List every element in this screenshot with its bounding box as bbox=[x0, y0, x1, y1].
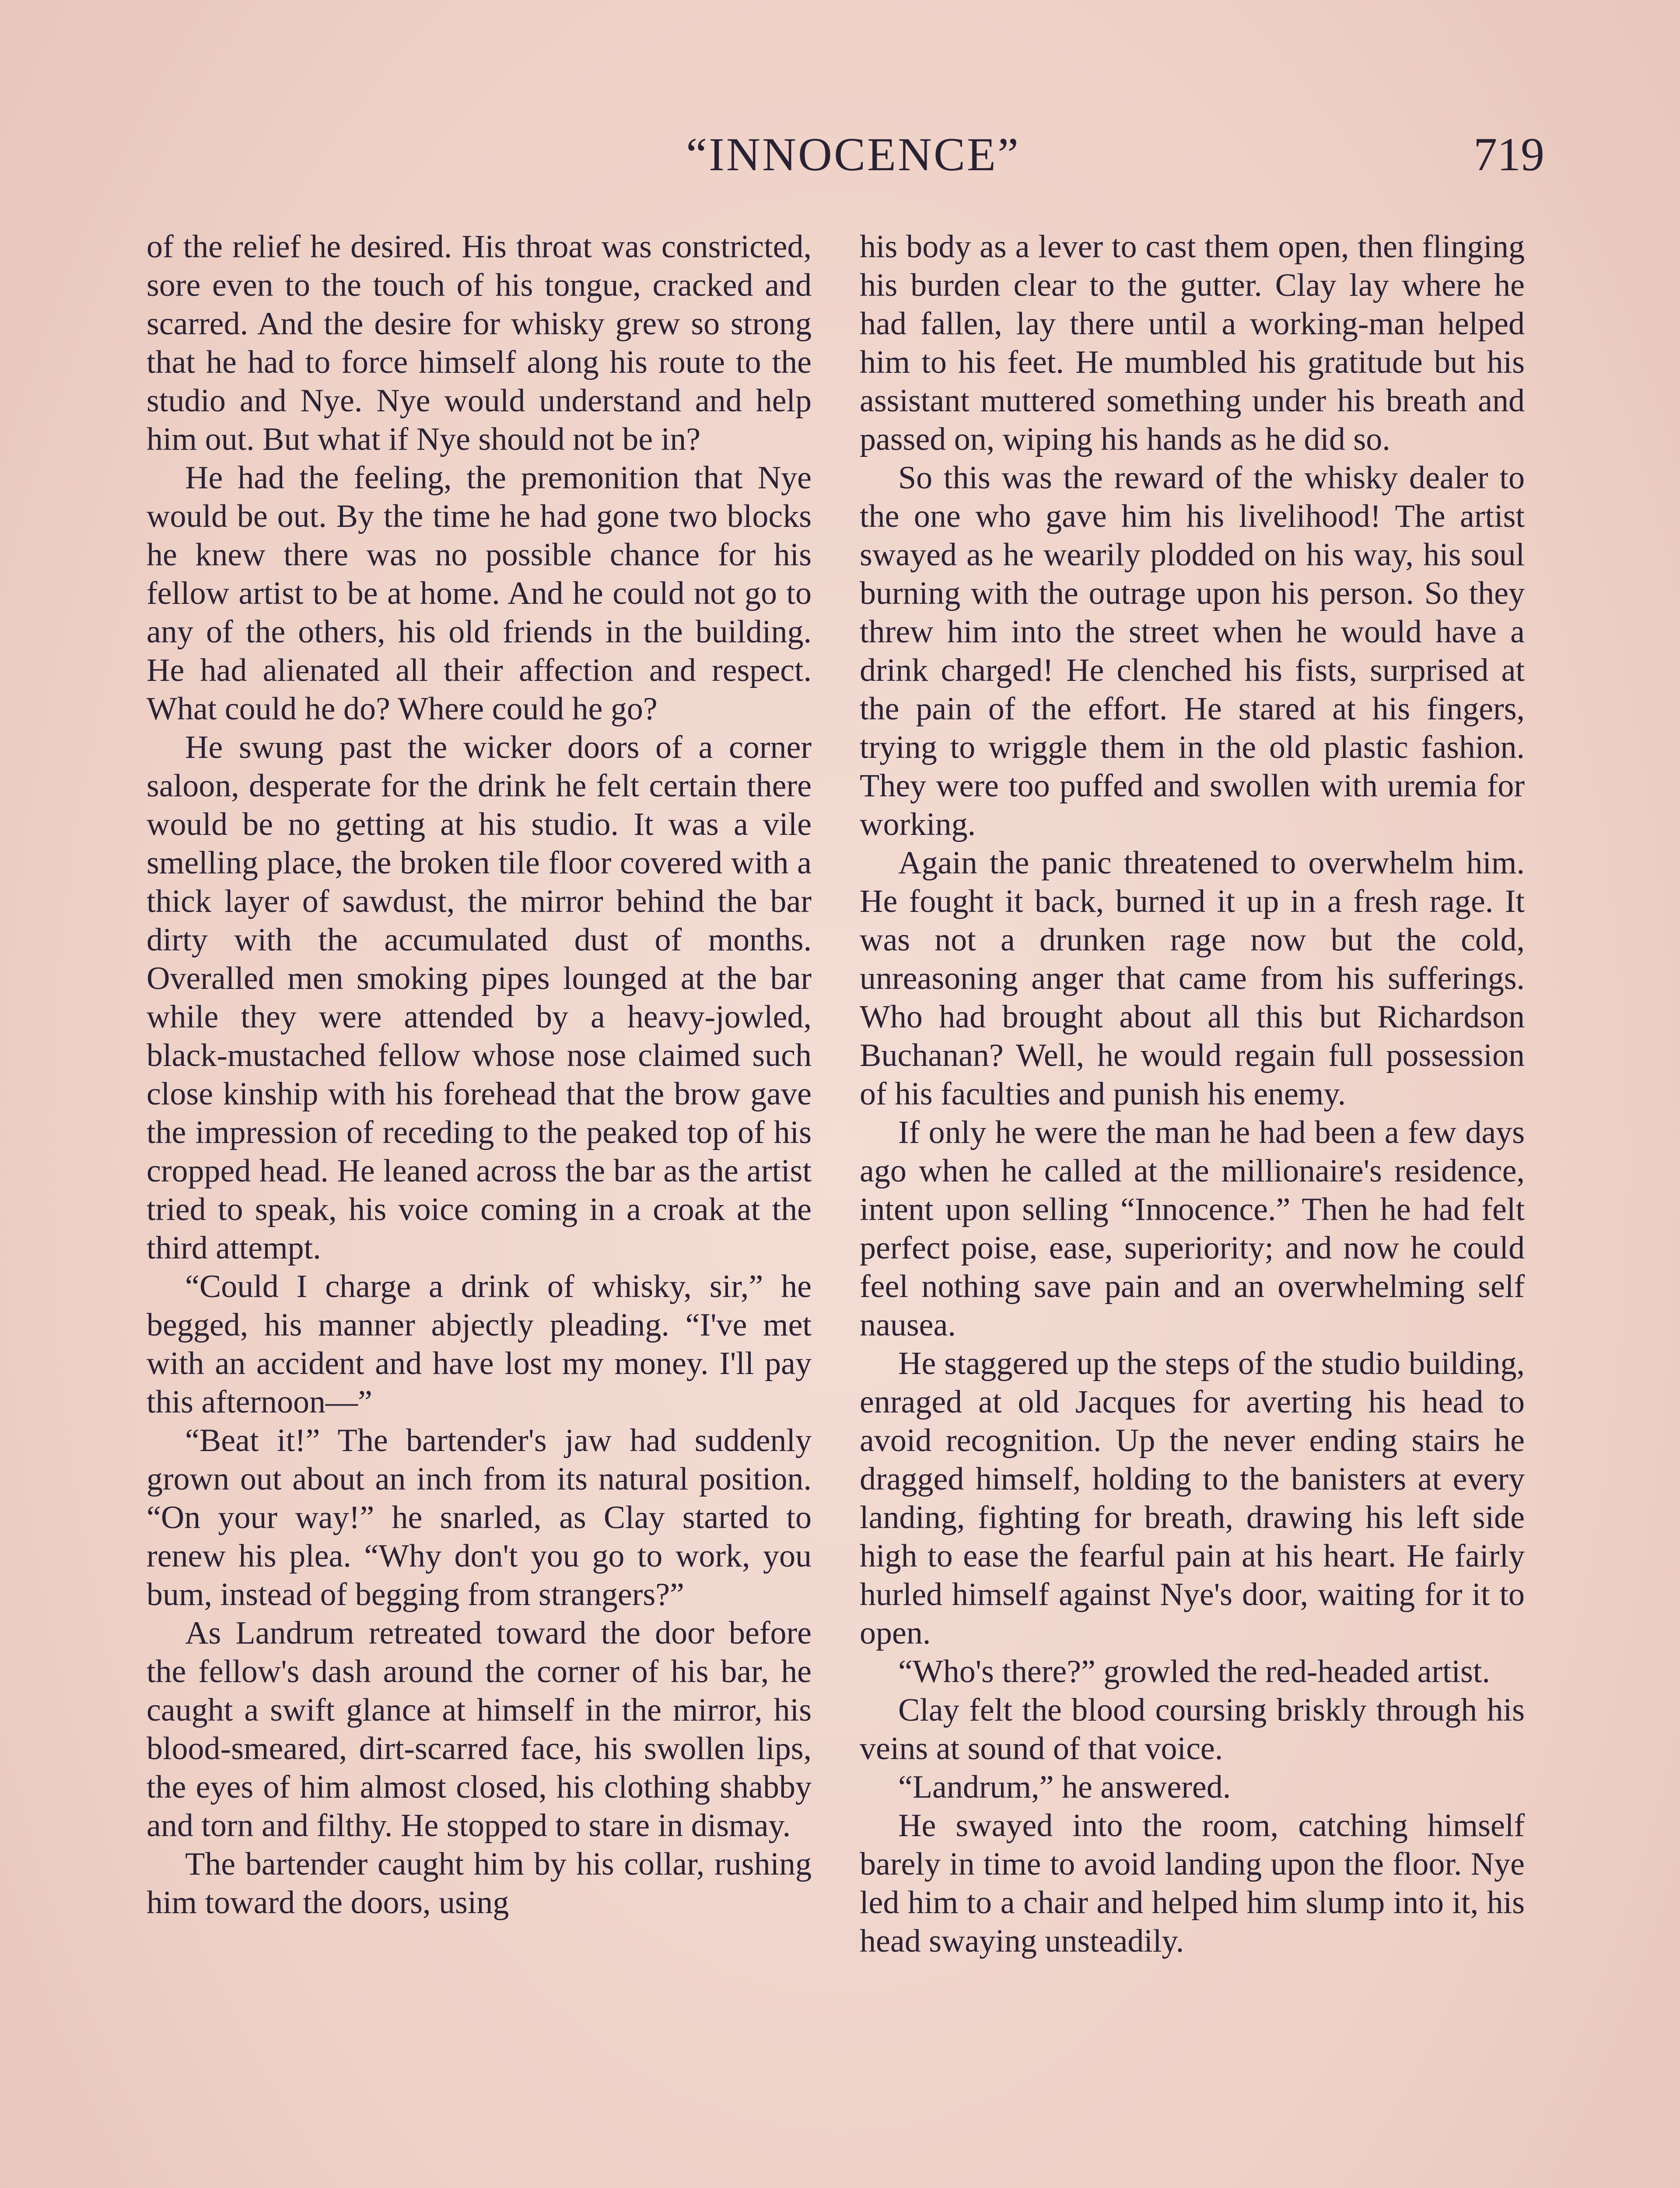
paragraph: “Beat it!” The bartender's jaw had suddenly grown out about an inch from its natural position. “On your way!” he snarled, as Clay started to renew his plea. “Why don't you go to work, you bum, instead of begging from strangers?” bbox=[147, 1423, 812, 1613]
paragraph: his body as a lever to cast them open, then flinging his burden clear to the gutter. Clay lay where he had fallen, lay there until a working-man helped him to his feet. He mumbled his gratitude but his assistant muttered something under his breath and passed on, wiping his hands as he did so. bbox=[860, 229, 1525, 457]
paragraph: “Landrum,” he answered. bbox=[898, 1769, 1231, 1805]
paragraph: He staggered up the steps of the studio building, enraged at old Jacques for averting his head to avoid recognition. Up the never ending stairs he dragged himself, holding to the banisters at every landing, fighting for breath, drawing his left side high to ease the fearful pain at his heart. He fairly hurled himself against Nye's door, waiting for it to open. bbox=[860, 1346, 1525, 1651]
paragraph: “Who's there?” growled the red-headed artist. bbox=[898, 1654, 1490, 1690]
page-number: 719 bbox=[1474, 129, 1544, 181]
paragraph: He swayed into the room, catching himself barely in time to avoid landing upon the floor. Nye led him to a chair and helped him slump into it, his head swaying unsteadily. bbox=[860, 1808, 1525, 1959]
paragraph: As Landrum retreated toward the door before the fellow's dash around the corner of his bar, he caught a swift glance at himself in the mirror, his blood-smeared, dirt-scarred face, his swollen lips, the eyes of him almost closed, his clothing shabby and torn and filthy. He stopped to stare in dismay. bbox=[147, 1615, 812, 1844]
paragraph: Clay felt the blood coursing briskly through his veins at sound of that voice. bbox=[860, 1692, 1525, 1767]
paragraph: of the relief he desired. His throat was constricted, sore even to the touch of his tongue, cracked and scarred. And the desire for whisky grew so strong that he had to force himself along his route to the studio and Nye. Nye would understand and help him out. But what if Nye should not be in? bbox=[147, 229, 812, 457]
paragraph: He had the feeling, the premonition that Nye would be out. By the time he had gone two blocks he knew there was no possible chance for his fellow artist to be at home. And he could not go to any of the others, his old friends in the building. He had alienated all their affection and respect. What could he do? Where could he go? bbox=[147, 460, 812, 727]
paragraph: The bartender caught him by his collar, rushing him toward the doors, using bbox=[147, 1846, 812, 1921]
left-text-column bbox=[147, 228, 812, 1922]
paragraph: He swung past the wicker doors of a corner saloon, desperate for the drink he felt certain there would be no getting at his studio. It was a vile smelling place, the broken tile floor covered with a thick layer of sawdust, the mirror behind the bar dirty with the accumulated dust of months. Overalled men smoking pipes lounged at the bar while they were attended by a heavy-jowled, black-mustached fellow whose nose claimed such close kinship with his forehead that the brow gave the impression of receding to the peaked top of his cropped head. He leaned across the bar as the artist tried to speak, his voice coming in a croak at the third attempt. bbox=[147, 729, 812, 1266]
right-text-column bbox=[860, 228, 1525, 1960]
paragraph: “Could I charge a drink of whisky, sir,” he begged, his manner abjectly pleading. “I've met with an accident and have lost my money. I'll pay this afternoon—” bbox=[147, 1269, 812, 1420]
paragraph: If only he were the man he had been a few days ago when he called at the millionaire's residence, intent upon selling “Innocence.” Then he had felt perfect poise, ease, superiority; and now he could feel nothing save pain and an overwhelming self nausea. bbox=[860, 1115, 1525, 1343]
paragraph: Again the panic threatened to overwhelm him. He fought it back, burned it up in a fresh rage. It was not a drunken rage now but the cold, unreasoning anger that came from his sufferings. Who had brought about all this but Richardson Buchanan? Well, he would regain full possession of his faculties and punish his enemy. bbox=[860, 845, 1525, 1112]
running-title: “INNOCENCE” bbox=[686, 129, 1020, 181]
paragraph: So this was the reward of the whisky dealer to the one who gave him his livelihood! The artist swayed as he wearily plodded on his way, his soul burning with the outrage upon his person. So they threw him into the street when he would have a drink charged! He clenched his fists, surprised at the pain of the effort. He stared at his fingers, trying to wriggle them in the old plastic fashion. They were too puffed and swollen with uremia for working. bbox=[860, 460, 1525, 842]
